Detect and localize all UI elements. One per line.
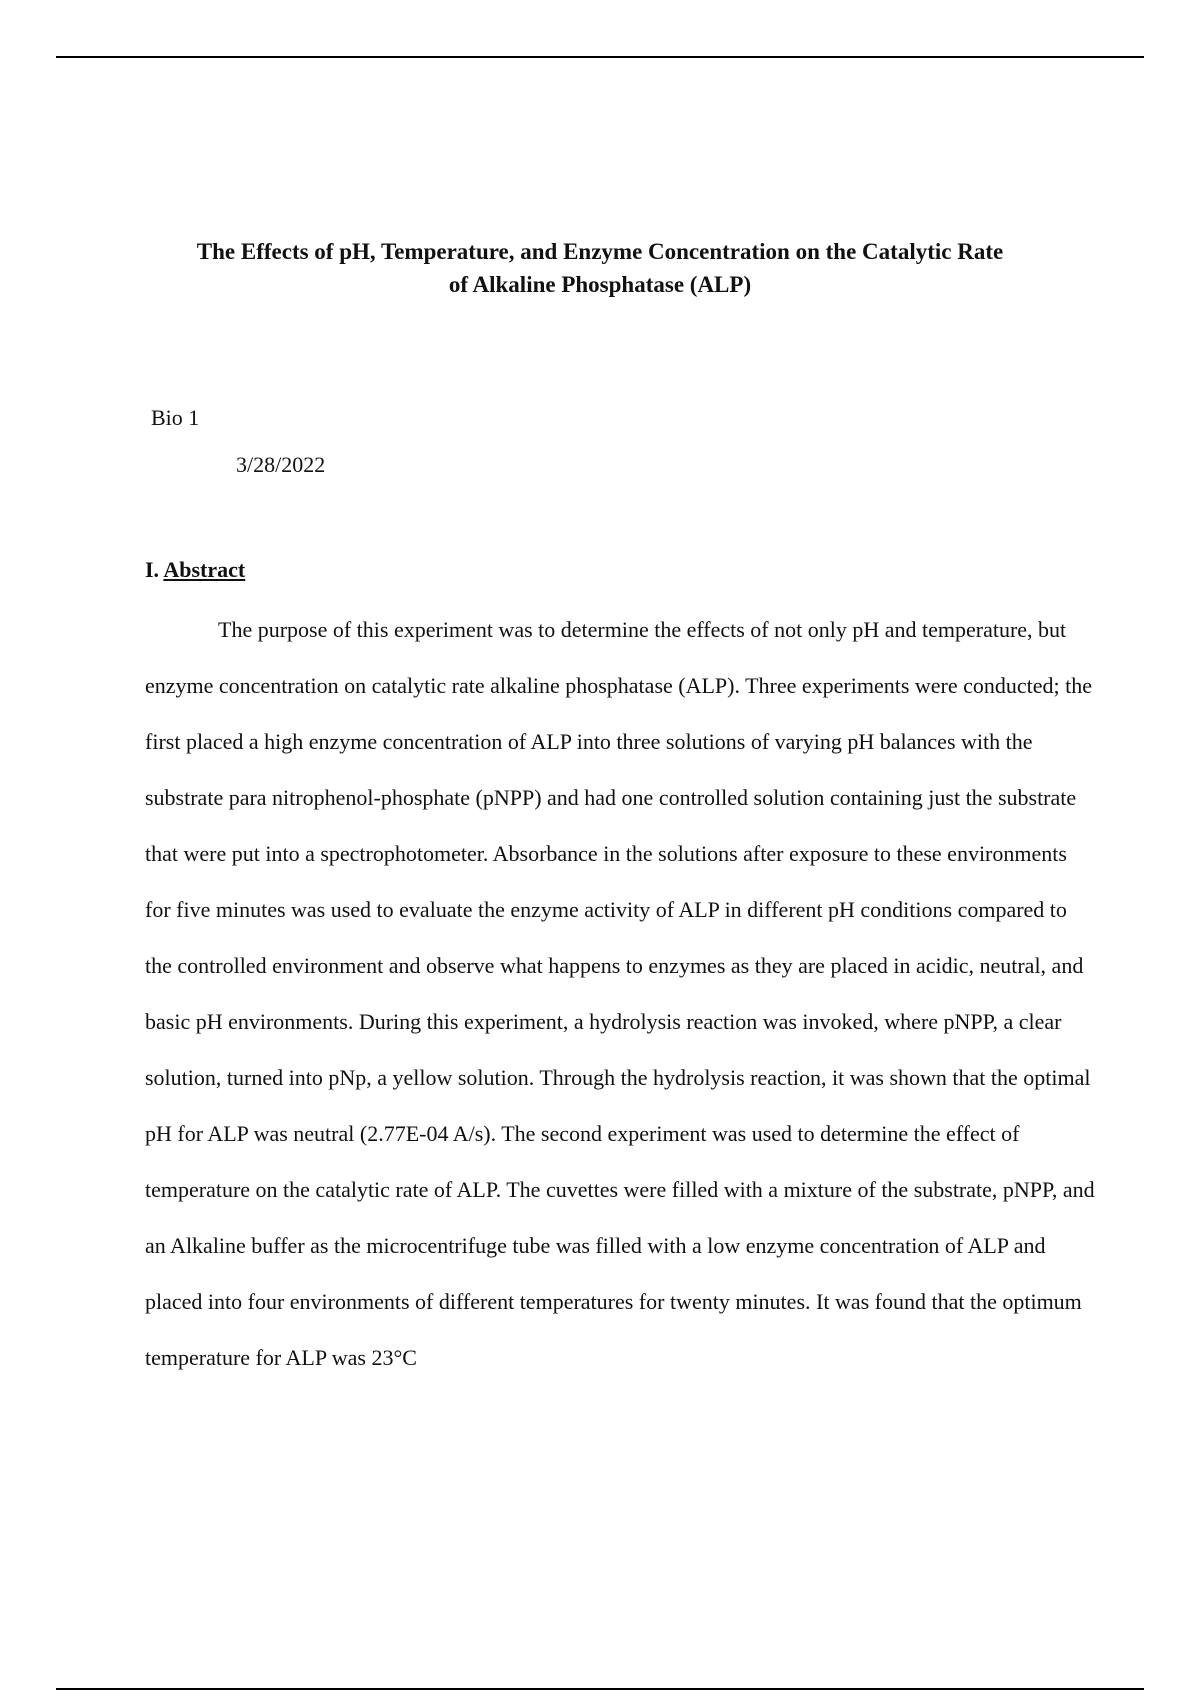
section-number: I. xyxy=(145,557,160,582)
title-line-2: of Alkaline Phosphatase (ALP) xyxy=(448,272,752,297)
course-label: Bio 1 xyxy=(151,405,200,430)
title-line-1: The Effects of pH, Temperature, and Enzyme Concentration on the Catalytic Rate xyxy=(196,239,1004,264)
abstract-paragraph: The purpose of this experiment was to determine the effects of not only pH and temperature, but enzyme concentration on catalytic rate alkaline phosphatase (ALP). Three experiments were conducted; the first placed a high enzyme concentration of ALP into three solutions of varying pH balances with the substrate para nitrophenol-phosphate (pNPP) and had one controlled solution containing just the substrate that were put into a spectrophotometer. Absorbance in the solutions after exposure to these environments for five minutes was used to evaluate the enzyme activity of ALP in different pH conditions compared to the controlled environment and observe what happens to enzymes as they are placed in acidic, neutral, and basic pH environments. During this experiment, a hydrolysis reaction was invoked, where pNPP, a clear solution, turned into pNp, a yellow solution. Through the hydrolysis reaction, it was shown that the optimal pH for ALP was neutral (2.77E-04 A/s). The second experiment was used to determine the effect of temperature on the catalytic rate of ALP. The cuvettes were filled with a mixture of the substrate, pNPP, and an Alkaline buffer as the microcentrifuge tube was filled with a low enzyme concentration of ALP and placed into four environments of different temperatures for twenty minutes. It was found that the optimum temperature for ALP was 23°C xyxy=(145,617,1095,1370)
bottom-rule xyxy=(56,1688,1144,1690)
top-rule xyxy=(56,56,1144,58)
section-heading-text: Abstract xyxy=(163,557,246,582)
date-label: 3/28/2022 xyxy=(236,452,326,477)
section-heading-abstract xyxy=(145,556,245,584)
document-title xyxy=(150,235,1050,301)
